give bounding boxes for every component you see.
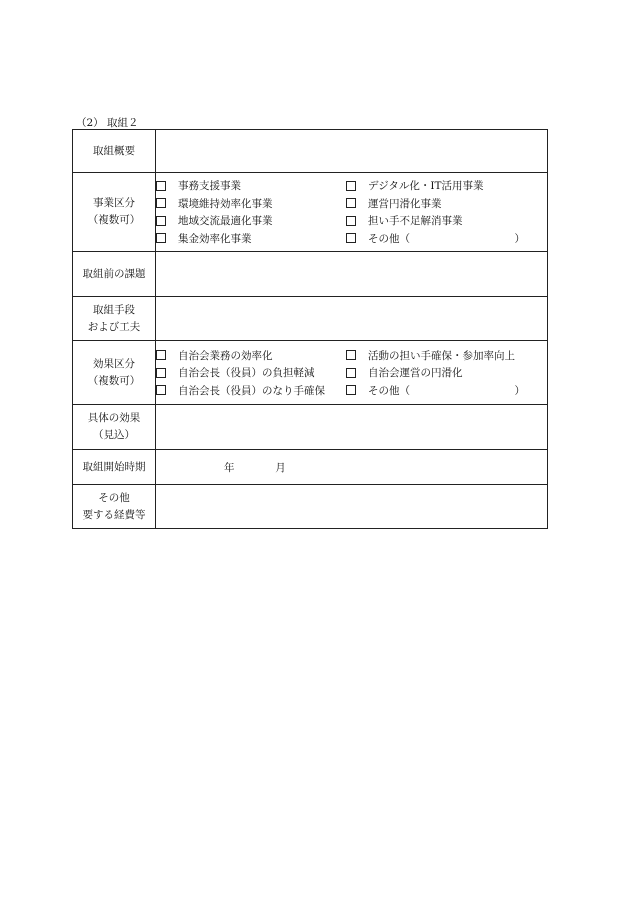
option-label: 担い手不足解消事業 [368, 215, 463, 228]
option-label: 自治会運営の円滑化 [368, 367, 463, 379]
label-other-costs [73, 485, 156, 529]
label-issues [73, 252, 156, 297]
option-label: 集金効率化事業 [178, 232, 252, 245]
row-issues [73, 252, 548, 297]
option-label: 活動の担い手確保・参加率向上 [368, 349, 515, 362]
option-label: その他（ [368, 384, 410, 397]
checkbox-icon[interactable] [156, 350, 166, 360]
label-issues-text: 取組前の課題 [82, 267, 146, 280]
effect-option-futan[interactable] [156, 364, 346, 382]
effect-option-katsudo[interactable] [346, 346, 547, 364]
option-label: デジタル化・IT活用事業 [368, 180, 484, 193]
row-other-costs [73, 485, 548, 529]
label-other-costs-line1: その他 [98, 491, 130, 504]
field-concrete-effect[interactable] [156, 405, 548, 450]
field-overview[interactable] [156, 130, 548, 173]
label-means [73, 297, 156, 341]
effect-option-other[interactable] [346, 381, 547, 399]
checkbox-icon[interactable] [346, 233, 356, 243]
label-means-line1: 取組手段 [93, 303, 135, 316]
label-effect-line1: 効果区分 [93, 357, 135, 370]
category-option-shukin[interactable] [156, 230, 346, 248]
label-concrete-line2: （見込） [93, 429, 135, 441]
row-start-period [73, 450, 548, 485]
label-category [73, 173, 156, 252]
checkbox-icon[interactable] [346, 385, 356, 395]
category-option-jimu-shien[interactable] [156, 177, 346, 195]
category-options [156, 173, 548, 252]
category-option-kankyo[interactable] [156, 195, 346, 213]
effect-option-gyomu[interactable] [156, 346, 346, 364]
checkbox-icon[interactable] [346, 368, 356, 378]
label-means-line2: および工夫 [87, 320, 141, 333]
section-title: （2） 取組２ [76, 117, 139, 129]
checkbox-icon[interactable] [156, 368, 166, 378]
field-means[interactable] [156, 297, 548, 341]
effect-option-narite[interactable] [156, 381, 346, 399]
row-means [73, 297, 548, 341]
label-start-period [73, 450, 156, 485]
year-unit: 年 [224, 461, 235, 474]
row-effect-category [73, 341, 548, 405]
label-category-line1: 事業区分 [93, 197, 135, 209]
checkbox-icon[interactable] [156, 181, 166, 191]
checkbox-icon[interactable] [346, 198, 356, 208]
row-concrete-effect [73, 405, 548, 450]
option-label: 地域交流最適化事業 [178, 215, 273, 228]
label-other-costs-line2: 要する経費等 [82, 508, 146, 521]
option-label: 事務支援事業 [178, 180, 241, 193]
category-option-digital[interactable] [346, 177, 547, 195]
checkbox-icon[interactable] [156, 198, 166, 208]
label-effect-category [73, 341, 156, 405]
field-start-period[interactable] [156, 450, 548, 485]
label-start-period-text: 取組開始時期 [82, 460, 146, 473]
option-label: 自治会長（役員）の負担軽減 [178, 367, 315, 379]
label-category-line2: （複数可） [87, 214, 141, 226]
category-option-unei[interactable] [346, 195, 547, 213]
checkbox-icon[interactable] [156, 216, 166, 226]
other-paren-close: ） [514, 232, 525, 245]
row-overview [73, 130, 548, 173]
checkbox-icon[interactable] [346, 350, 356, 360]
option-label: 自治会長（役員）のなり手確保 [178, 384, 325, 397]
label-effect-line2: （複数可） [87, 374, 141, 387]
effect-option-unei[interactable] [346, 364, 547, 382]
effect-options [156, 341, 548, 405]
field-other-costs[interactable] [156, 485, 548, 529]
checkbox-icon[interactable] [346, 216, 356, 226]
option-label: その他（ [368, 232, 410, 245]
initiative-form-table [72, 129, 548, 529]
other-paren-close: ） [514, 384, 525, 397]
month-unit: 月 [275, 461, 286, 474]
option-label: 自治会業務の効率化 [178, 349, 273, 362]
category-option-chiiki[interactable] [156, 212, 346, 230]
row-category [73, 173, 548, 252]
category-option-other[interactable] [346, 230, 547, 248]
option-label: 環境維持効率化事業 [178, 197, 273, 210]
checkbox-icon[interactable] [156, 385, 166, 395]
checkbox-icon[interactable] [156, 233, 166, 243]
label-overview [73, 130, 156, 173]
label-overview-text: 取組概要 [93, 144, 135, 157]
field-issues[interactable] [156, 252, 548, 297]
option-label: 運営円滑化事業 [368, 197, 442, 210]
label-concrete-line1: 具体の効果 [87, 412, 141, 424]
label-concrete-effect [73, 405, 156, 450]
category-option-ninaite[interactable] [346, 212, 547, 230]
checkbox-icon[interactable] [346, 181, 356, 191]
